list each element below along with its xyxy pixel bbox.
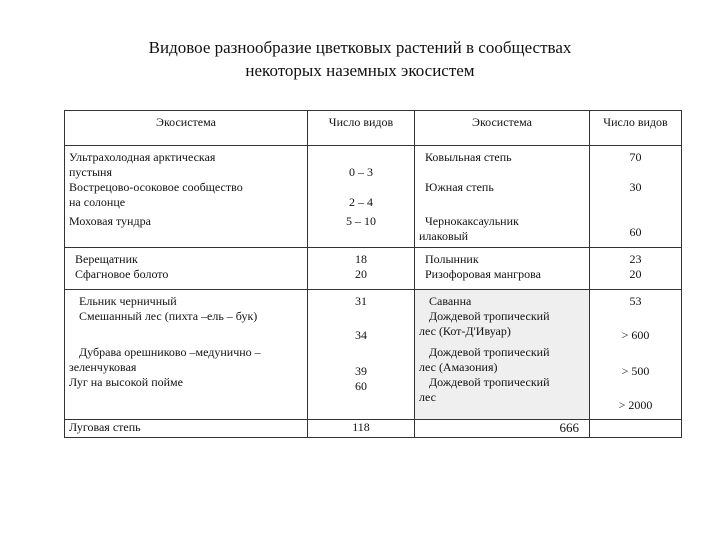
cell-value: 18	[355, 252, 367, 266]
table-row	[65, 290, 682, 420]
table-cell	[590, 290, 682, 420]
table-cell	[415, 248, 590, 290]
cell-line: лес	[419, 390, 436, 404]
table-cell	[65, 146, 308, 248]
cell-value: 60	[629, 225, 642, 239]
cell-value: 20	[629, 267, 642, 281]
table-row	[65, 248, 682, 290]
cell-line: Южная степь	[425, 180, 494, 194]
cell-value: 20	[355, 267, 367, 281]
cell-line: Сфагновое болото	[75, 267, 169, 281]
header-count-left: Число видов	[308, 111, 415, 146]
table-header-row	[65, 111, 682, 146]
cell-value: 53	[629, 294, 642, 308]
table-cell	[65, 420, 308, 438]
cell-line: Верещатник	[75, 252, 138, 266]
cell-line: Ризофоровая мангрова	[425, 267, 541, 281]
cell-value: > 2000	[618, 398, 653, 412]
ecosystem-table	[64, 110, 682, 438]
cell-line: Моховая тундра	[69, 214, 151, 228]
table-row	[65, 146, 682, 248]
table-cell	[65, 290, 308, 420]
table-row	[65, 420, 682, 438]
cell-line: Саванна	[429, 294, 472, 308]
cell-value: 0 – 3	[349, 165, 373, 179]
table-cell	[590, 248, 682, 290]
cell-line: Луговая степь	[69, 420, 141, 434]
cell-value: 34	[355, 328, 367, 342]
cell-value: 666	[559, 420, 579, 435]
table-cell	[415, 146, 590, 248]
cell-line: Чернокаксаульник	[425, 214, 519, 228]
page-title	[0, 36, 720, 82]
cell-line: лес (Амазония)	[419, 360, 498, 374]
header-ecosystem-left: Экосистема	[65, 111, 308, 146]
cell-line: Полынник	[425, 252, 479, 266]
cell-value: > 500	[621, 364, 650, 378]
cell-line: Ковыльная степь	[425, 150, 512, 164]
cell-value: 5 – 10	[346, 214, 376, 228]
table-cell	[308, 248, 415, 290]
table-cell	[590, 146, 682, 248]
cell-line: Луг на высокой пойме	[69, 375, 183, 389]
cell-line: Дождевой тропический	[429, 345, 550, 359]
cell-line: Дождевой тропический	[429, 375, 550, 389]
cell-line: Вострецово-осоковое сообщество	[69, 180, 243, 194]
cell-line: пустыня	[69, 165, 112, 179]
cell-value: 23	[629, 252, 642, 266]
title-line-1: Видовое разнообразие цветковых растений в сообществах	[148, 38, 572, 57]
table-cell	[590, 420, 682, 438]
cell-value: 70	[629, 150, 642, 164]
cell-value: 2 – 4	[349, 195, 373, 209]
cell-line: Дубрава орешниково –медунично –	[79, 345, 261, 359]
table-cell	[415, 420, 590, 438]
table-cell	[308, 146, 415, 248]
cell-line: Смешанный лес (пихта –ель – бук)	[79, 309, 258, 323]
cell-line: Дождевой тропический	[429, 309, 550, 323]
cell-line: лес (Кот-Д'Ивуар)	[419, 324, 511, 338]
cell-line: зеленчуковая	[69, 360, 137, 374]
header-count-right: Число видов	[590, 111, 682, 146]
cell-value: > 600	[621, 328, 650, 342]
cell-value: 30	[629, 180, 642, 194]
table-cell	[308, 420, 415, 438]
table-cell	[308, 290, 415, 420]
cell-value: 60	[355, 379, 367, 393]
cell-value: 118	[352, 420, 370, 434]
cell-line: Ельник черничный	[79, 294, 177, 308]
cell-line: Ультрахолодная арктическая	[69, 150, 216, 164]
cell-value: 39	[355, 364, 367, 378]
cell-line: илаковый	[419, 229, 469, 243]
table-cell	[415, 290, 590, 420]
cell-line: на солонце	[69, 195, 126, 209]
header-ecosystem-right: Экосистема	[415, 111, 590, 146]
cell-value: 31	[355, 294, 367, 308]
table-cell	[65, 248, 308, 290]
title-line-2: некоторых наземных экосистем	[245, 61, 475, 80]
